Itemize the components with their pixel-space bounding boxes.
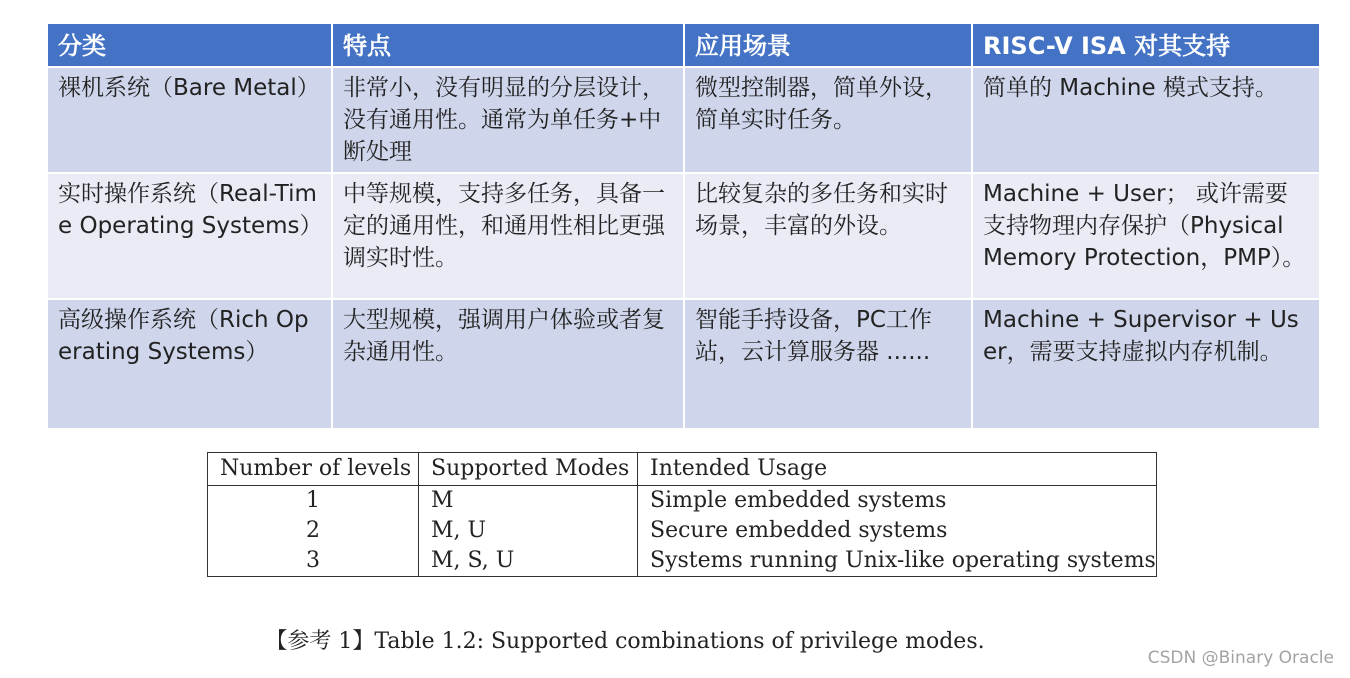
table-cell: 比较复杂的多任务和实时场景，丰富的外设。 (684, 173, 972, 299)
header-features: 特点 (332, 23, 684, 67)
watermark: CSDN @Binary Oracle (1147, 648, 1334, 668)
table-row (47, 67, 1320, 173)
table-cell: M, U (419, 516, 638, 546)
header-category: 分类 (47, 23, 332, 67)
table-cell: Machine + Supervisor + User，需要支持虚拟内存机制。 (972, 299, 1320, 429)
table-cell: 裸机系统（Bare Metal） (47, 67, 332, 173)
privilege-modes-table (207, 452, 1157, 577)
table-cell: 微型控制器，简单外设，简单实时任务。 (684, 67, 972, 173)
table-row (208, 486, 1157, 517)
header-intended-usage: Intended Usage (638, 453, 1157, 486)
table-cell: 实时操作系统（Real-Time Operating Systems） (47, 173, 332, 299)
table-caption: 【参考 1】Table 1.2: Supported combinations of privilege modes. (265, 629, 985, 654)
table-cell: 1 (208, 486, 419, 517)
header-number-of-levels: Number of levels (208, 453, 419, 486)
header-riscv-support: RISC-V ISA 对其支持 (972, 23, 1320, 67)
table-cell: M, S, U (419, 546, 638, 577)
table-cell: Secure embedded systems (638, 516, 1157, 546)
table-cell: 高级操作系统（Rich Operating Systems） (47, 299, 332, 429)
table-cell: 大型规模，强调用户体验或者复杂通用性。 (332, 299, 684, 429)
table-cell: Systems running Unix-like operating systems (638, 546, 1157, 577)
table-cell: 智能手持设备，PC工作站，云计算服务器 ...... (684, 299, 972, 429)
os-classification-table (46, 22, 1321, 430)
table-header-row (208, 453, 1157, 486)
table-row (208, 546, 1157, 577)
header-scenarios: 应用场景 (684, 23, 972, 67)
header-supported-modes: Supported Modes (419, 453, 638, 486)
table-cell: 2 (208, 516, 419, 546)
table-cell: 简单的 Machine 模式支持。 (972, 67, 1320, 173)
table-row (47, 299, 1320, 429)
table-cell: Simple embedded systems (638, 486, 1157, 517)
table-cell: 中等规模，支持多任务，具备一定的通用性，和通用性相比更强调实时性。 (332, 173, 684, 299)
table-cell: M (419, 486, 638, 517)
table-cell: 非常小，没有明显的分层设计，没有通用性。通常为单任务+中断处理 (332, 67, 684, 173)
table-cell: Machine + User； 或许需要支持物理内存保护（Physical Memory Protection，PMP）。 (972, 173, 1320, 299)
table-row (208, 516, 1157, 546)
table-row (47, 173, 1320, 299)
table-cell: 3 (208, 546, 419, 577)
table-header-row (47, 23, 1320, 67)
